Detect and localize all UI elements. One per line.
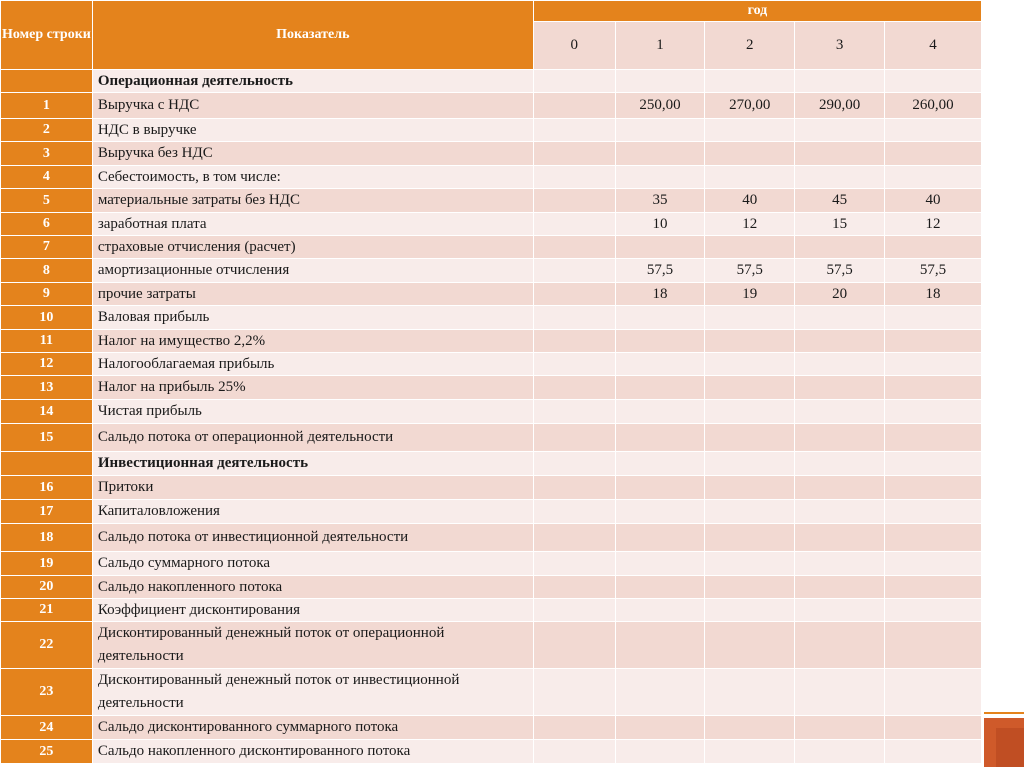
value-cell-year-1 — [615, 400, 705, 424]
indicator-label: Сальдо накопленного дисконтированного потока — [92, 740, 533, 764]
value-cell-year-4 — [885, 119, 982, 142]
row-number: 11 — [1, 330, 93, 353]
row-number: 24 — [1, 716, 93, 740]
row-number: 12 — [1, 353, 93, 376]
value-cell-year-0 — [533, 353, 615, 376]
value-cell-year-3 — [795, 716, 885, 740]
value-cell-year-0 — [533, 213, 615, 236]
row-number: 15 — [1, 424, 93, 452]
value-cell-year-3 — [795, 500, 885, 524]
section-label: Инвестиционная деятельность — [92, 452, 533, 476]
value-cell-year-0 — [533, 452, 615, 476]
indicator-label: Сальдо потока от инвестиционной деятельности — [92, 524, 533, 552]
value-cell-year-0 — [533, 70, 615, 93]
value-cell-year-2 — [705, 500, 795, 524]
value-cell-year-2 — [705, 452, 795, 476]
value-cell-year-3 — [795, 119, 885, 142]
row-number: 2 — [1, 119, 93, 142]
slide-edge-decoration — [983, 0, 1024, 767]
value-cell-year-0 — [533, 716, 615, 740]
row-number: 22 — [1, 622, 93, 669]
value-cell-year-4: 12 — [885, 213, 982, 236]
table-row — [1, 524, 982, 552]
indicator-label: амортизационные отчисления — [92, 259, 533, 283]
indicator-label: Налогооблагаемая прибыль — [92, 353, 533, 376]
value-cell-year-3 — [795, 400, 885, 424]
year-0: 0 — [533, 22, 615, 70]
indicator-label: Налог на прибыль 25% — [92, 376, 533, 400]
value-cell-year-3 — [795, 599, 885, 622]
value-cell-year-3 — [795, 524, 885, 552]
year-4: 4 — [885, 22, 982, 70]
value-cell-year-4 — [885, 500, 982, 524]
value-cell-year-2 — [705, 524, 795, 552]
value-cell-year-0 — [533, 552, 615, 576]
table-row — [1, 119, 982, 142]
value-cell-year-3: 57,5 — [795, 259, 885, 283]
value-cell-year-0 — [533, 740, 615, 764]
value-cell-year-0 — [533, 283, 615, 306]
indicator-label: Сальдо накопленного потока — [92, 576, 533, 599]
table-row — [1, 476, 982, 500]
slide-edge-line — [984, 712, 1024, 714]
indicator-label: Налог на имущество 2,2% — [92, 330, 533, 353]
table-row — [1, 424, 982, 452]
row-number: 9 — [1, 283, 93, 306]
year-header: год — [533, 1, 981, 22]
value-cell-year-1 — [615, 716, 705, 740]
value-cell-year-2 — [705, 716, 795, 740]
value-cell-year-3 — [795, 236, 885, 259]
value-cell-year-2: 57,5 — [705, 259, 795, 283]
value-cell-year-3 — [795, 353, 885, 376]
value-cell-year-2: 270,00 — [705, 93, 795, 119]
value-cell-year-3 — [795, 306, 885, 330]
value-cell-year-2 — [705, 166, 795, 189]
year-2: 2 — [705, 22, 795, 70]
value-cell-year-1: 35 — [615, 189, 705, 213]
section-label: Операционная деятельность — [92, 70, 533, 93]
value-cell-year-3: 15 — [795, 213, 885, 236]
value-cell-year-1 — [615, 306, 705, 330]
value-cell-year-4 — [885, 524, 982, 552]
value-cell-year-1: 10 — [615, 213, 705, 236]
value-cell-year-0 — [533, 669, 615, 716]
row-number: 16 — [1, 476, 93, 500]
value-cell-year-2: 12 — [705, 213, 795, 236]
value-cell-year-0 — [533, 142, 615, 166]
value-cell-year-2 — [705, 400, 795, 424]
value-cell-year-1 — [615, 599, 705, 622]
value-cell-year-4 — [885, 669, 982, 716]
value-cell-year-4 — [885, 476, 982, 500]
value-cell-year-3 — [795, 424, 885, 452]
value-cell-year-3 — [795, 330, 885, 353]
row-number: 10 — [1, 306, 93, 330]
value-cell-year-3 — [795, 166, 885, 189]
value-cell-year-0 — [533, 376, 615, 400]
row-number: 19 — [1, 552, 93, 576]
value-cell-year-1 — [615, 330, 705, 353]
value-cell-year-4 — [885, 330, 982, 353]
value-cell-year-3 — [795, 476, 885, 500]
value-cell-year-0 — [533, 476, 615, 500]
value-cell-year-0 — [533, 259, 615, 283]
value-cell-year-1 — [615, 500, 705, 524]
value-cell-year-2 — [705, 119, 795, 142]
row-number: 18 — [1, 524, 93, 552]
value-cell-year-0 — [533, 236, 615, 259]
row-number: 25 — [1, 740, 93, 764]
value-cell-year-2 — [705, 476, 795, 500]
indicator-label: Чистая прибыль — [92, 400, 533, 424]
indicator-label: Сальдо суммарного потока — [92, 552, 533, 576]
value-cell-year-1: 57,5 — [615, 259, 705, 283]
value-cell-year-3 — [795, 452, 885, 476]
slide-corner-block-inner — [996, 728, 1024, 767]
value-cell-year-1 — [615, 669, 705, 716]
section-row — [1, 70, 982, 93]
value-cell-year-2 — [705, 330, 795, 353]
row-number: 20 — [1, 576, 93, 599]
indicator-label: Дисконтированный денежный поток от инвестиционной деятельности — [92, 669, 533, 716]
indicator-header: Показатель — [92, 1, 533, 70]
table-row — [1, 552, 982, 576]
value-cell-year-1 — [615, 166, 705, 189]
value-cell-year-4 — [885, 622, 982, 669]
value-cell-year-1 — [615, 353, 705, 376]
indicator-label: Коэффициент дисконтирования — [92, 599, 533, 622]
table-row — [1, 142, 982, 166]
value-cell-year-2: 40 — [705, 189, 795, 213]
value-cell-year-0 — [533, 93, 615, 119]
value-cell-year-2 — [705, 70, 795, 93]
value-cell-year-0 — [533, 189, 615, 213]
value-cell-year-1 — [615, 740, 705, 764]
row-number: 21 — [1, 599, 93, 622]
value-cell-year-2: 19 — [705, 283, 795, 306]
value-cell-year-0 — [533, 424, 615, 452]
row-number — [1, 70, 93, 93]
table-row — [1, 93, 982, 119]
value-cell-year-1 — [615, 476, 705, 500]
table-row — [1, 236, 982, 259]
value-cell-year-4 — [885, 166, 982, 189]
row-number: 4 — [1, 166, 93, 189]
indicator-label: Выручка с НДС — [92, 93, 533, 119]
value-cell-year-3 — [795, 376, 885, 400]
indicator-label: заработная плата — [92, 213, 533, 236]
indicator-label: Сальдо потока от операционной деятельности — [92, 424, 533, 452]
table-row — [1, 669, 982, 716]
value-cell-year-2 — [705, 142, 795, 166]
value-cell-year-3 — [795, 70, 885, 93]
value-cell-year-0 — [533, 166, 615, 189]
value-cell-year-1 — [615, 424, 705, 452]
row-number: 13 — [1, 376, 93, 400]
table-row — [1, 716, 982, 740]
value-cell-year-3 — [795, 669, 885, 716]
row-number: 14 — [1, 400, 93, 424]
value-cell-year-2 — [705, 599, 795, 622]
value-cell-year-4: 18 — [885, 283, 982, 306]
section-row — [1, 452, 982, 476]
indicator-label: Выручка без НДС — [92, 142, 533, 166]
indicator-label: Себестоимость, в том числе: — [92, 166, 533, 189]
value-cell-year-4 — [885, 599, 982, 622]
table-row — [1, 213, 982, 236]
value-cell-year-3: 290,00 — [795, 93, 885, 119]
value-cell-year-1 — [615, 236, 705, 259]
value-cell-year-0 — [533, 306, 615, 330]
value-cell-year-2 — [705, 552, 795, 576]
indicator-label: Дисконтированный денежный поток от операционной деятельности — [92, 622, 533, 669]
table-row — [1, 166, 982, 189]
indicator-label: Валовая прибыль — [92, 306, 533, 330]
value-cell-year-3 — [795, 142, 885, 166]
value-cell-year-3 — [795, 552, 885, 576]
value-cell-year-1 — [615, 142, 705, 166]
value-cell-year-1: 250,00 — [615, 93, 705, 119]
value-cell-year-1 — [615, 576, 705, 599]
value-cell-year-2 — [705, 622, 795, 669]
indicator-label: Притоки — [92, 476, 533, 500]
value-cell-year-1 — [615, 552, 705, 576]
value-cell-year-4 — [885, 236, 982, 259]
value-cell-year-2 — [705, 576, 795, 599]
value-cell-year-0 — [533, 576, 615, 599]
value-cell-year-4: 260,00 — [885, 93, 982, 119]
indicator-label: Сальдо дисконтированного суммарного потока — [92, 716, 533, 740]
table-row — [1, 622, 982, 669]
value-cell-year-4 — [885, 424, 982, 452]
value-cell-year-2 — [705, 306, 795, 330]
value-cell-year-4 — [885, 70, 982, 93]
value-cell-year-4 — [885, 576, 982, 599]
row-number: 6 — [1, 213, 93, 236]
indicator-label: Капиталовложения — [92, 500, 533, 524]
value-cell-year-2 — [705, 669, 795, 716]
table-row — [1, 500, 982, 524]
table-body — [1, 70, 982, 764]
table-row — [1, 259, 982, 283]
table-row — [1, 353, 982, 376]
value-cell-year-0 — [533, 330, 615, 353]
value-cell-year-0 — [533, 400, 615, 424]
table-row — [1, 376, 982, 400]
value-cell-year-2 — [705, 740, 795, 764]
table-row — [1, 189, 982, 213]
value-cell-year-1: 18 — [615, 283, 705, 306]
value-cell-year-3 — [795, 576, 885, 599]
value-cell-year-3 — [795, 622, 885, 669]
indicator-label: материальные затраты без НДС — [92, 189, 533, 213]
value-cell-year-2 — [705, 236, 795, 259]
table-row — [1, 599, 982, 622]
value-cell-year-4 — [885, 353, 982, 376]
indicator-label: прочие затраты — [92, 283, 533, 306]
row-number: 23 — [1, 669, 93, 716]
value-cell-year-1 — [615, 376, 705, 400]
indicator-label: НДС в выручке — [92, 119, 533, 142]
value-cell-year-1 — [615, 452, 705, 476]
table-row — [1, 306, 982, 330]
table-row — [1, 400, 982, 424]
value-cell-year-4: 40 — [885, 189, 982, 213]
value-cell-year-1 — [615, 119, 705, 142]
value-cell-year-1 — [615, 524, 705, 552]
table-row — [1, 283, 982, 306]
value-cell-year-4 — [885, 452, 982, 476]
row-number — [1, 452, 93, 476]
value-cell-year-0 — [533, 599, 615, 622]
row-number: 3 — [1, 142, 93, 166]
value-cell-year-4 — [885, 716, 982, 740]
indicator-label: страховые отчисления (расчет) — [92, 236, 533, 259]
value-cell-year-2 — [705, 376, 795, 400]
value-cell-year-4 — [885, 552, 982, 576]
value-cell-year-0 — [533, 524, 615, 552]
value-cell-year-1 — [615, 70, 705, 93]
value-cell-year-3 — [795, 740, 885, 764]
value-cell-year-0 — [533, 622, 615, 669]
value-cell-year-0 — [533, 500, 615, 524]
value-cell-year-4 — [885, 740, 982, 764]
value-cell-year-4 — [885, 142, 982, 166]
value-cell-year-1 — [615, 622, 705, 669]
value-cell-year-3: 45 — [795, 189, 885, 213]
row-number: 17 — [1, 500, 93, 524]
row-number: 5 — [1, 189, 93, 213]
value-cell-year-4 — [885, 376, 982, 400]
row-number: 1 — [1, 93, 93, 119]
value-cell-year-2 — [705, 424, 795, 452]
year-3: 3 — [795, 22, 885, 70]
value-cell-year-0 — [533, 119, 615, 142]
value-cell-year-4: 57,5 — [885, 259, 982, 283]
table-row — [1, 740, 982, 764]
table-row — [1, 330, 982, 353]
row-number: 7 — [1, 236, 93, 259]
value-cell-year-2 — [705, 353, 795, 376]
value-cell-year-4 — [885, 306, 982, 330]
value-cell-year-4 — [885, 400, 982, 424]
row-number: 8 — [1, 259, 93, 283]
value-cell-year-3: 20 — [795, 283, 885, 306]
row-number-header: Номер строки — [1, 1, 93, 70]
table-row — [1, 576, 982, 599]
year-1: 1 — [615, 22, 705, 70]
